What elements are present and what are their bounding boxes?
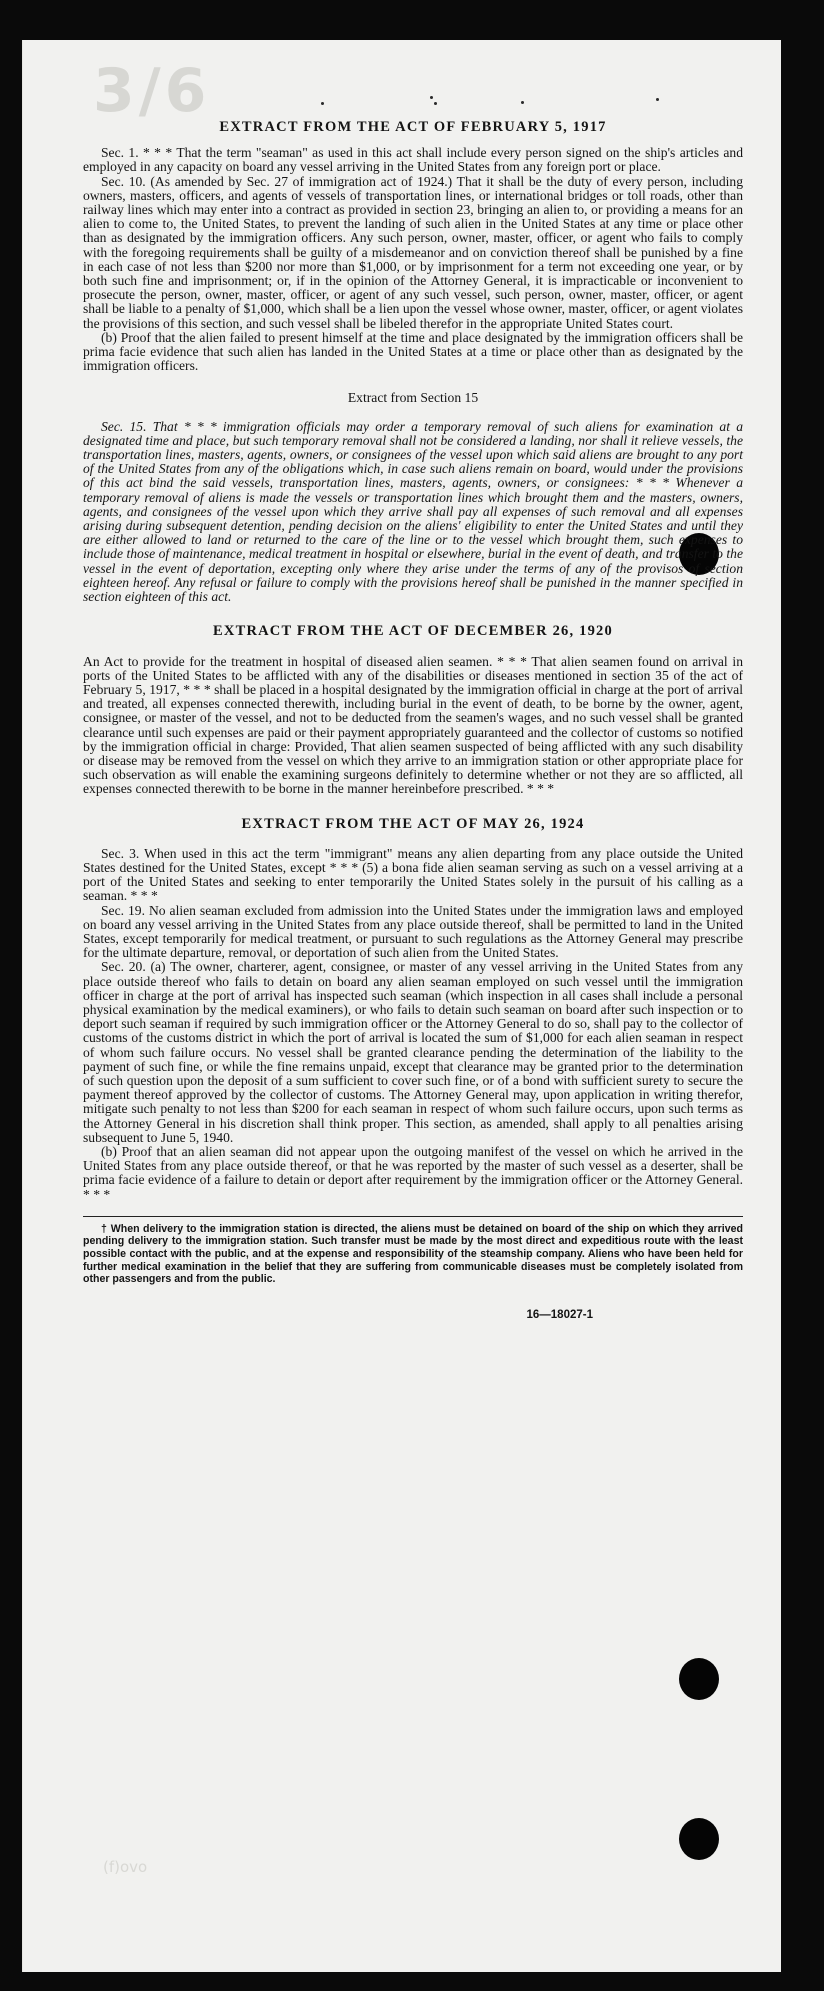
form-number: 16—18027-1 — [526, 1308, 593, 1321]
heading-act-1917: EXTRACT FROM THE ACT OF FEBRUARY 5, 1917 — [219, 119, 607, 135]
bleed-through-stamp: (f)ovo — [103, 1858, 148, 1876]
footnote: † When delivery to the immigration station is directed, the aliens must be detained on board of the ship on which they arrived pending delivery to the immigration station. Such transfer must be made by the most direct and expeditious route with the least possible contact with the public, and at the expense and responsibility of the steamship company. Aliens who have been held for further medical examination in the belief that they are suffering from communicable diseases must be completely isolated from other passengers and from the public. — [83, 1222, 743, 1286]
punch-hole-middle — [679, 1658, 719, 1700]
paragraph-sec-1: Sec. 1. * * * That the term "seaman" as used in this act shall include every person signed on the ship's articles and employed in any capacity on board any vessel arriving in the United States from any foreign port or place. — [83, 145, 743, 175]
paragraph-sec-10: Sec. 10. (As amended by Sec. 27 of immigration act of 1924.) That it shall be the duty of every person, including owners, masters, officers, and agents of vessels of transportation lines, or international bridges or toll roads, other than railway lines which may enter into a contract as provided in section 23, bringing an alien to, or providing a means for an alien to come to, the United States, to prevent the landing of such alien in the United States at any time or place other than as designated by the immigration officers. Any such person, owner, master, officer, or agent who fails to comply with the foregoing requirements shall be guilty of a misdemeanor and on conviction thereof shall be punished by a fine in each case of not less than $200 nor more than $1,000, or by imprisonment for a term not exceeding one year, or by both such fine and imprisonment; or, if in the opinion of the Attorney General, it is impracticable or inconvenient to prosecute the person, owner, master, officer, or agent of any such vessel, such person, owner, master, officer, or agent shall be liable to a penalty of $1,000, which shall be a lien upon the vessel whose owner, master, officer, or agent violates the provisions of this section, and such vessel shall be libeled therefor in the appropriate United States court. — [83, 173, 743, 331]
paragraph-sec-20-b: (b) Proof that an alien seaman did not appear upon the outgoing manifest of the vessel on which he arrived in the United States from any place outside thereof, or that he was reported by the master of such vessel as a deserter, shall be prima facie evidence of a failure to detain or deport after requirement by the immigration officer or the Attorney General. * * * — [83, 1144, 743, 1202]
bleed-through-mark: 3/6 — [93, 56, 211, 126]
paragraph-act-1920: An Act to provide for the treatment in hospital of diseased alien seamen. * * * That alien seamen found on arrival in ports of the United States to be afflicted with any of the disabilities or diseases mentioned in section 35 of the act of February 5, 1917, * * * shall be placed in a hospital designated by the immigration official in charge at the port of arrival and treated, all expenses connected therewith, including burial in the event of death, to be borne by the owner, agent, consignee, or master of the vessel, and not to be deducted from the seamen's wages, and no such vessel shall be granted clearance until such expenses are paid or their payment appropriately guaranteed and the collector of customs so notified by the immigration official in charge: Provided, That alien seamen suspected of being afflicted with any such disability or disease may be removed from the vessel on which they arrive to an immigration station or other appropriate place for such observation as will enable the examining surgeons definitely to determine whether or not they are so afflicted, all expenses connected therewith to be borne in the manner hereinbefore prescribed. * * * — [83, 653, 743, 797]
heading-act-1924: EXTRACT FROM THE ACT OF MAY 26, 1924 — [241, 815, 585, 832]
paragraph-sec-20-a: Sec. 20. (a) The owner, charterer, agent, consignee, or master of any vessel arriving in the United States from any place outside thereof who fails to detain on board any alien seaman employed on such vessel until the immigration officer in charge at the port of arrival has inspected such seaman (which inspection in all cases shall include a personal physical examination by the medical examiners), or who fails to detain such seaman on board after such inspection or to deport such seaman if required by such immigration officer or the Attorney General to do so, shall pay to the collector of customs of the customs district in which the port of arrival is located the sum of $1,000 for each alien seaman in respect of whom such failure occurs. No vessel shall be granted clearance pending the determination of the liability to the payment of such fine, or while the fine remains unpaid, except that clearance may be granted prior to the determination of such question upon the deposit of a sum sufficient to cover such fine, or of a bond with sufficient surety to secure the payment thereof approved by the collector of customs. The Attorney General may, upon application in writing therefor, mitigate such penalty to not less than $200 for each seaman in respect of whom such failure occurs, upon such terms as the Attorney General in his discretion shall think proper. This section, as amended, shall apply to all penalties arising subsequent to June 5, 1940. — [83, 959, 743, 1145]
heading-section-15: Extract from Section 15 — [347, 390, 479, 406]
paragraph-sec-15: Sec. 15. That * * * immigration officials may order a temporary removal of such aliens for examination at a designated time and place, but such temporary removal shall not be considered a landing, nor shall it relieve vessels, the transportation lines, masters, agents, owners, or consignees of the vessel upon which said aliens are brought to any port of the United States from any of the obligations which, in case such aliens remain on board, would under the provisions of this act bind the said vessels, transportation lines, masters, agents, owners, or consignees: * * * Whenever a temporary removal of aliens is made the vessels or transportation lines which brought them and the masters, owners, agents, and consignees of the vessel upon which they arrive shall pay all expenses of such removal and all expenses arising during subsequent detention, pending decision on the aliens' eligibility to enter the United States and until they are either allowed to land or returned to the care of the line or to the vessel which brought them, such expenses to include those of maintenance, medical treatment in hospital or elsewhere, burial in the event of death, and transfer to the vessel in the event of deportation, excepting only where they arise under the terms of any of the provisos of section eighteen hereof. Any refusal or failure to comply with the provisions hereof shall be punished in the manner specified in section eighteen of this act. — [83, 418, 743, 605]
paragraph-sec-3: Sec. 3. When used in this act the term "immigrant" means any alien departing from any place outside the United States destined for the United States, except * * * (5) a bona fide alien seaman serving as such on a vessel arriving at a port of the United States and seeking to enter temporarily the United States solely in the pursuit of his calling as a seaman. * * * — [83, 845, 743, 904]
punch-hole-bottom — [679, 1818, 719, 1860]
document-body — [83, 40, 743, 1322]
paragraph-sec-19: Sec. 19. No alien seaman excluded from admission into the United States under the immigration laws and employed on board any vessel arriving in the United States from any place outside thereof, shall be permitted to land in the United States, except temporarily for medical treatment, or pursuant to such regulations as the Attorney General may prescribe for the ultimate departure, removal, or deportation of such alien from the United States. — [83, 902, 743, 961]
paragraph-sec-10-b: (b) Proof that the alien failed to present himself at the time and place designated by the immigration officers shall be prima facie evidence that such alien has landed in the United States at a time or place other than as designated by the immigration officers. — [83, 329, 743, 374]
heading-act-1920: EXTRACT FROM THE ACT OF DECEMBER 26, 1920 — [213, 623, 613, 640]
document-page — [22, 40, 781, 1972]
